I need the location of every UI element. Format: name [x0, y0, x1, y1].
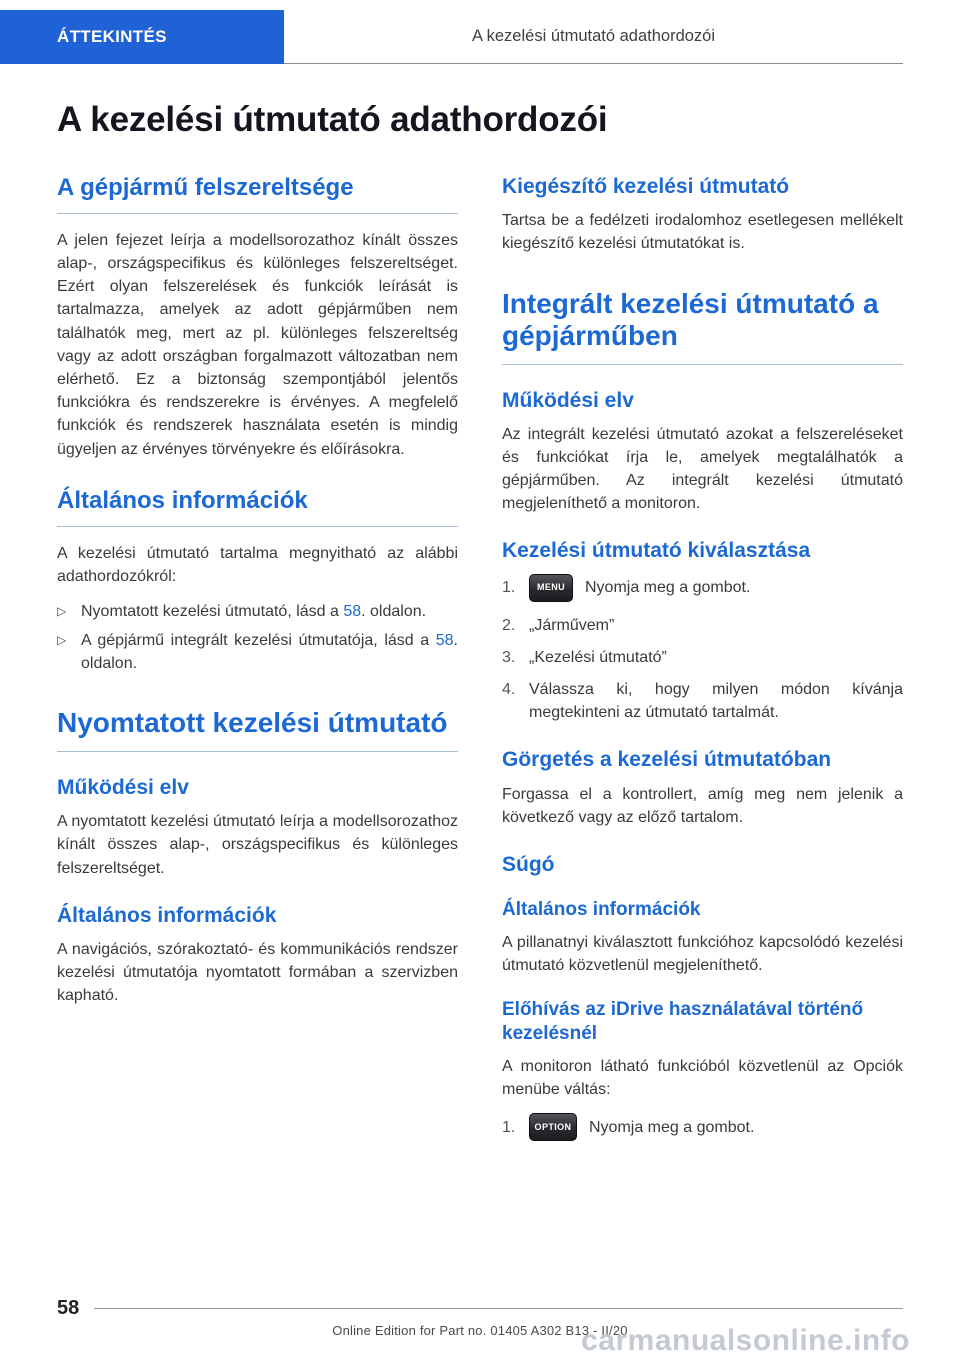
- chapter-badge: ÁTTEKINTÉS: [0, 10, 284, 64]
- left-column: [57, 174, 458, 1153]
- heading-printed-manual: Nyomtatott kezelési útmutató: [57, 707, 458, 751]
- heading-idrive-call-up: Előhívás az iDrive használatával történő kezelésnél: [502, 999, 864, 1044]
- heading-operating-principle-2: Működési elv: [502, 388, 634, 412]
- step-text: „Kezelési útmutató”: [529, 648, 667, 666]
- heading-integrated-manual: Integrált kezelési útmutató a gépjárműben: [502, 288, 903, 365]
- paragraph-supplementary: Tartsa be a fedélzeti irodalomhoz esetlegesen mellékelt kiegészítő kezelési útmutatókat is.: [502, 212, 903, 253]
- paragraph-media-intro: A kezelési útmutató tartalma megnyitható az alábbi adathordozókról:: [57, 544, 458, 585]
- list-item-integrated-manual: [57, 629, 458, 675]
- step-press-option: [502, 1113, 903, 1141]
- heading-general-information-2: Általános információk: [57, 903, 277, 927]
- running-header: [0, 10, 903, 64]
- step-text: „Járművem”: [529, 616, 615, 634]
- paragraph-printed-general: A navigációs, szórakoztató- és kommunikációs rendszer kezelési útmutatója nyomtatott formában a szervizben kapható.: [57, 940, 458, 1005]
- page-footer: [57, 1297, 903, 1320]
- step-number: 4.: [502, 681, 516, 698]
- footer-divider: [94, 1308, 903, 1309]
- step-choose-view: [502, 678, 903, 724]
- paragraph-scrolling: Forgassa el a kontrollert, amíg meg nem jelenik a következő vagy az előző tartalom.: [502, 785, 903, 826]
- menu-button-icon: MENU: [529, 574, 573, 602]
- step-owners-manual: [502, 646, 903, 669]
- right-column: [502, 174, 903, 1153]
- page-content: [57, 100, 903, 1153]
- edition-note: Online Edition for Part no. 01405 A302 B13 - II/20: [332, 1323, 628, 1338]
- heading-operating-principle: Működési elv: [57, 775, 189, 799]
- step-my-vehicle: [502, 614, 903, 637]
- heading-supplementary-manual: Kiegészítő kezelési útmutató: [502, 175, 790, 198]
- step-text: Nyomja meg a gombot.: [589, 1118, 755, 1136]
- heading-manual-selection: Kezelési útmutató kiválasztása: [502, 539, 811, 563]
- page-number: 58: [57, 1297, 80, 1319]
- watermark: carmanualsonline.info: [581, 1324, 910, 1357]
- running-header-title: A kezelési útmutató adathordozói: [471, 27, 716, 45]
- step-number: 1.: [502, 579, 516, 597]
- heading-general-information: Általános információk: [57, 487, 458, 527]
- content-columns: [57, 174, 903, 1153]
- list-item-printed-manual: [57, 600, 458, 623]
- triangle-bullet-icon: ▷: [57, 633, 67, 648]
- step-press-menu: [502, 574, 903, 602]
- heading-help: Súgó: [502, 852, 555, 876]
- step-text: Nyomja meg a gombot.: [585, 579, 751, 597]
- step-number: 3.: [502, 648, 516, 666]
- paragraph-integrated-principle: Az integrált kezelési útmutató azokat a felszereléseket és funkciókat írja le, amelyek megtalálhatók a gépjárműben. Az integrált kezelési útmutató megjeleníthető a monitoron.: [502, 425, 903, 513]
- paragraph-idrive-intro: A monitoron látható funkcióból közvetlenül az Opciók menübe váltás:: [502, 1057, 903, 1098]
- paragraph-printed-principle: A nyomtatott kezelési útmutató leírja a modellsorozathoz kínált összes alap-, országspecifikus és különleges felszereltséget.: [57, 813, 458, 877]
- page-link-58[interactable]: 58: [435, 632, 454, 650]
- step-number: 1.: [502, 1118, 516, 1136]
- list-item-text: A gépjármű integrált kezelési útmutatója, lásd a 58. oldalon.: [81, 632, 458, 673]
- list-item-text: Nyomtatott kezelési útmutató, lásd a 58. oldalon.: [81, 602, 427, 620]
- idrive-steps: [502, 1113, 903, 1141]
- option-button-icon: OPTION: [529, 1113, 577, 1141]
- paragraph-vehicle-equipment: A jelen fejezet leírja a modellsorozathoz kínált összes alap-, országspecifikus és különleges felszereltséget. Ezért olyan felszerelések és funkciók leírását is tartalmazza, amelyek az adott gépjárműben nem találhatók meg, mert az pl. különleges felszereltség vagy az adott országban forgalmazott változatban nem elérhető. Ez a biztonság szempontjából jelentős funkciókra és rendszerekre is érvényes. A megfelelő funkciók és rendszerek használata esetén is mindig ügyeljen az érvényes törvényekre és előírásokra.: [57, 231, 458, 458]
- heading-scrolling: Görgetés a kezelési útmutatóban: [502, 748, 832, 772]
- triangle-bullet-icon: ▷: [57, 603, 67, 618]
- heading-vehicle-equipment: A gépjármű felszereltsége: [57, 174, 458, 214]
- page-link-58[interactable]: 58: [343, 602, 362, 620]
- step-text: Válassza ki, hogy milyen módon kívánja megtekinteni az útmutató tartalmát.: [529, 681, 903, 722]
- page-title: A kezelési útmutató adathordozói: [57, 100, 608, 139]
- selection-steps: [502, 574, 903, 725]
- step-number: 2.: [502, 616, 516, 634]
- running-header-rule: [284, 10, 903, 64]
- heading-general-information-3: Általános információk: [502, 899, 701, 921]
- paragraph-help-general: A pillanatnyi kiválasztott funkcióhoz kapcsolódó kezelési útmutató közvetlenül megjeleníthető.: [502, 933, 903, 975]
- media-list: [57, 600, 458, 676]
